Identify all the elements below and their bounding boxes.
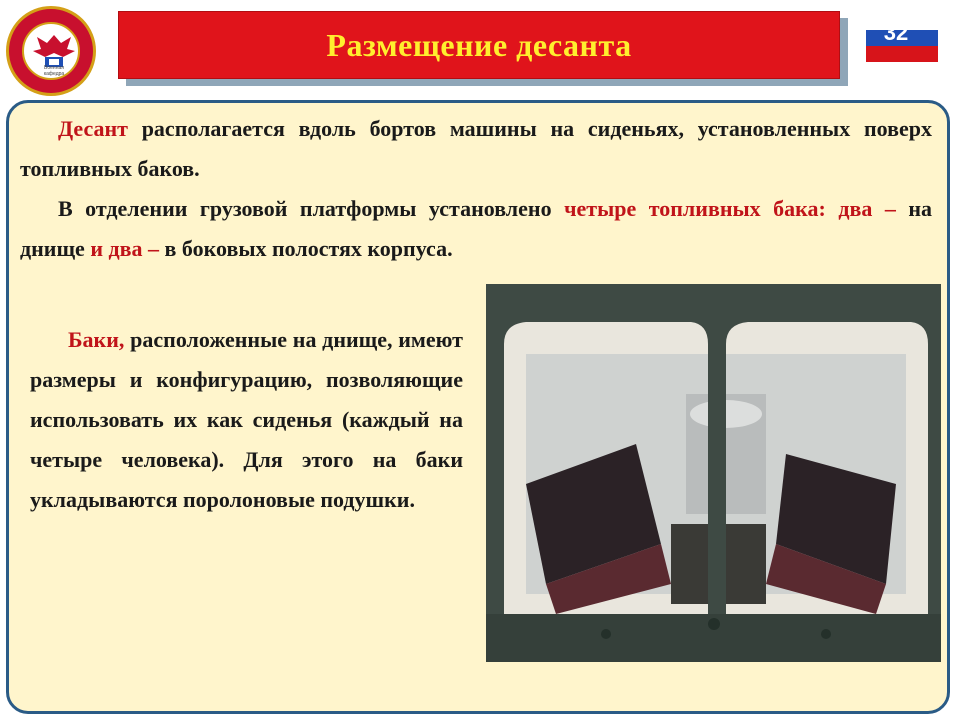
emblem-label: Военная кафедра bbox=[43, 65, 65, 77]
paragraph-2-part-a: В отделении грузовой платформы установлено bbox=[58, 196, 565, 221]
paragraph-2 bbox=[20, 189, 932, 269]
paragraph-1-lead: Десант bbox=[58, 116, 128, 141]
paragraph-2-part-c: на днище bbox=[20, 196, 932, 261]
paragraph-2-part-b: четыре топливных бака: два – bbox=[564, 196, 896, 221]
paragraph-1 bbox=[20, 109, 932, 189]
vehicle-interior-photo bbox=[486, 284, 941, 662]
military-emblem bbox=[6, 6, 96, 96]
russian-flag-icon bbox=[866, 14, 938, 62]
paragraph-3 bbox=[30, 320, 463, 520]
paragraph-3-text: расположенные на днище, имеют размеры и конфигурацию, позволяющие использовать их как сиденья (каждый на четыре человека). Для этого на баки укладываются поролоновые подушки. bbox=[30, 327, 463, 512]
page-number: 32 bbox=[883, 20, 909, 45]
paragraph-2-part-e: в боковых полостях корпуса. bbox=[159, 236, 453, 261]
title-banner bbox=[118, 11, 840, 79]
paragraph-2-part-d: и два – bbox=[90, 236, 160, 261]
vehicle-interior-illustration bbox=[486, 284, 941, 662]
paragraph-1-text: располагается вдоль бортов машины на сиденьях, установленных поверх топливных баков. bbox=[20, 116, 932, 181]
paragraph-3-lead: Баки, bbox=[68, 327, 125, 352]
slide-title: Размещение десанта bbox=[326, 26, 632, 63]
eagle-icon bbox=[9, 9, 99, 99]
